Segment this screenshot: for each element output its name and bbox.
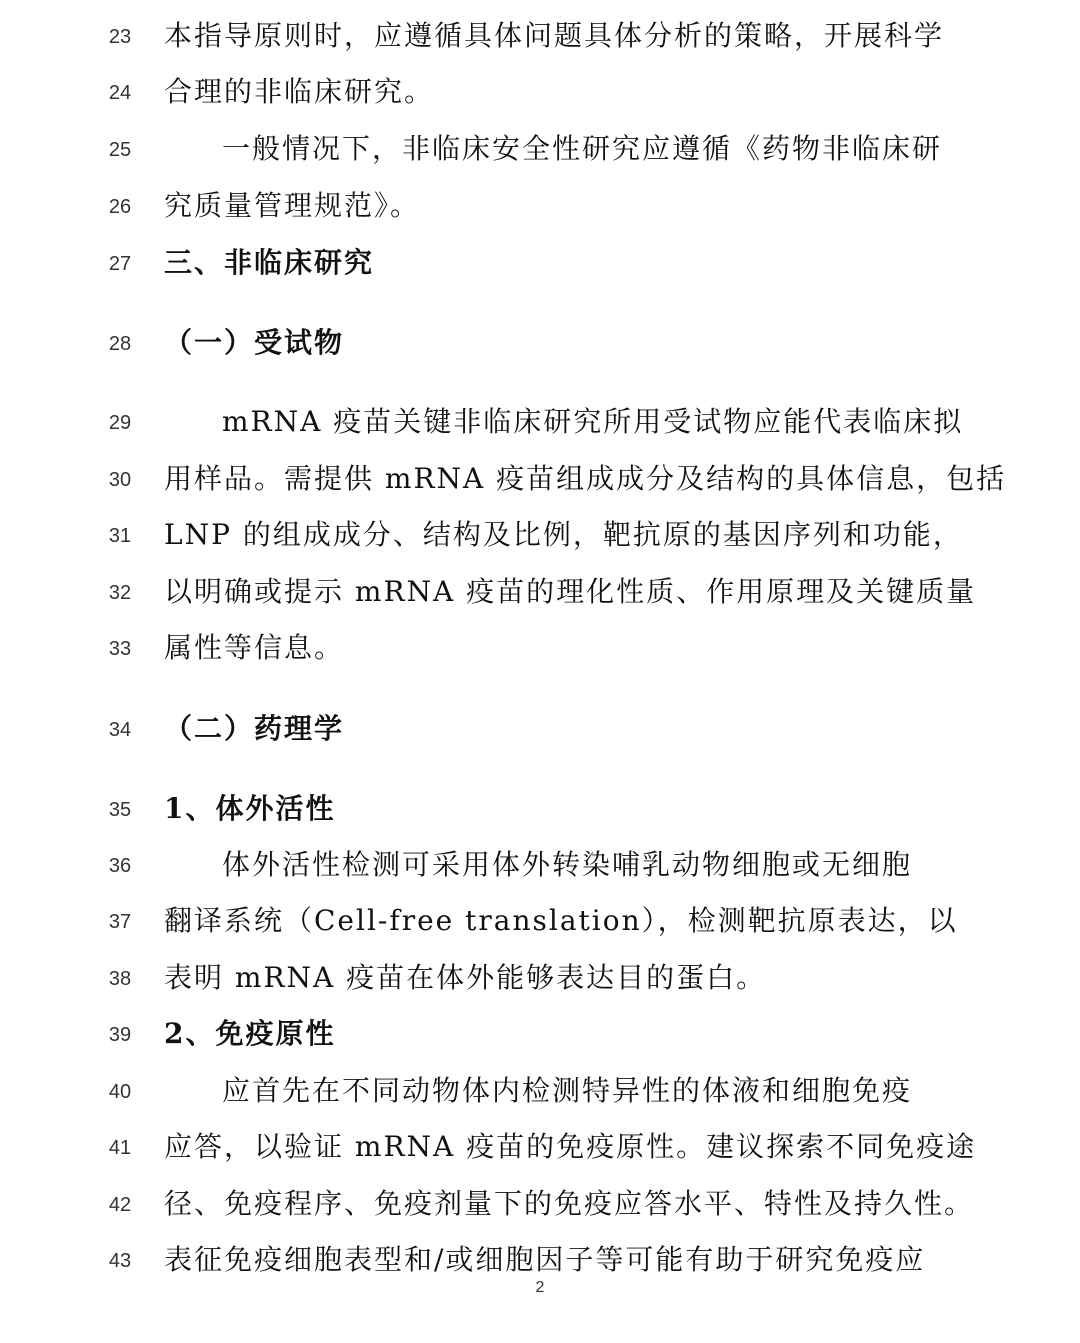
document-line [0,66,1080,122]
document-line [0,453,1080,509]
subsection-heading [0,703,1080,759]
line-number: 40 [108,1081,132,1103]
line-text: 以明确或提示 mRNA 疫苗的理化性质、作用原理及关键质量 [164,575,977,608]
line-text: LNP 的组成成分、结构及比例，靶抗原的基因序列和功能， [164,518,963,551]
line-text: 属性等信息。 [164,631,345,664]
document-line [0,1178,1080,1234]
line-number: 39 [108,1024,132,1046]
line-text: 究质量管理规范》。 [164,189,421,222]
document-line [0,895,1080,951]
section-title: 三、非临床研究 [164,246,375,279]
document-line [0,180,1080,236]
line-number: 28 [108,333,132,355]
item-title: 2、免疫原性 [164,1017,336,1050]
line-number: 36 [108,855,132,877]
document-line [0,1121,1080,1177]
line-number: 26 [108,196,132,218]
line-text: 一般情况下，非临床安全性研究应遵循《药物非临床研 [222,132,943,165]
subsection-title: （一）受试物 [164,326,345,359]
line-number: 42 [108,1194,132,1216]
line-text: 合理的非临床研究。 [164,75,435,108]
subsection-title: （二）药理学 [164,712,345,745]
subsection-heading [0,317,1080,373]
line-number: 38 [108,968,132,990]
line-number: 31 [108,525,132,547]
line-text: 应答，以验证 mRNA 疫苗的免疫原性。建议探索不同免疫途 [164,1130,977,1163]
line-text: mRNA 疫苗关键非临床研究所用受试物应能代表临床拟 [222,405,964,438]
document-line [0,622,1080,678]
line-number: 27 [108,253,132,275]
line-number: 33 [108,638,132,660]
line-text: 体外活性检测可采用体外转染哺乳动物细胞或无细胞 [222,848,913,881]
page-number: 2 [535,1279,545,1296]
line-number: 24 [108,82,132,104]
line-number: 25 [108,139,132,161]
line-number: 30 [108,469,132,491]
document-line [0,566,1080,622]
line-number: 35 [108,799,132,821]
document-line [0,123,1080,179]
line-number: 23 [108,26,132,48]
line-number: 37 [108,911,132,933]
line-text: 表明 mRNA 疫苗在体外能够表达目的蛋白。 [164,961,767,994]
line-number: 43 [108,1250,132,1272]
document-line [0,10,1080,66]
document-line [0,396,1080,452]
line-number: 32 [108,582,132,604]
document-line [0,509,1080,565]
line-number: 29 [108,412,132,434]
document-line [0,839,1080,895]
line-text: 用样品。需提供 mRNA 疫苗组成成分及结构的具体信息，包括 [164,462,1007,495]
item-title: 1、体外活性 [164,792,336,825]
line-text: 翻译系统（Cell-free translation），检测靶抗原表达，以 [164,904,958,937]
item-heading [0,783,1080,839]
document-line [0,952,1080,1008]
line-number: 34 [108,719,132,741]
item-heading [0,1008,1080,1064]
section-heading [0,237,1080,293]
line-number: 41 [108,1137,132,1159]
document-line [0,1065,1080,1121]
line-text: 径、免疫程序、免疫剂量下的免疫应答水平、特性及持久性。 [164,1187,975,1220]
line-text: 应首先在不同动物体内检测特异性的体液和细胞免疫 [222,1074,913,1107]
line-text: 本指导原则时，应遵循具体问题具体分析的策略，开展科学 [164,19,945,52]
line-text: 表征免疫细胞表型和/或细胞因子等可能有助于研究免疫应 [164,1243,926,1276]
